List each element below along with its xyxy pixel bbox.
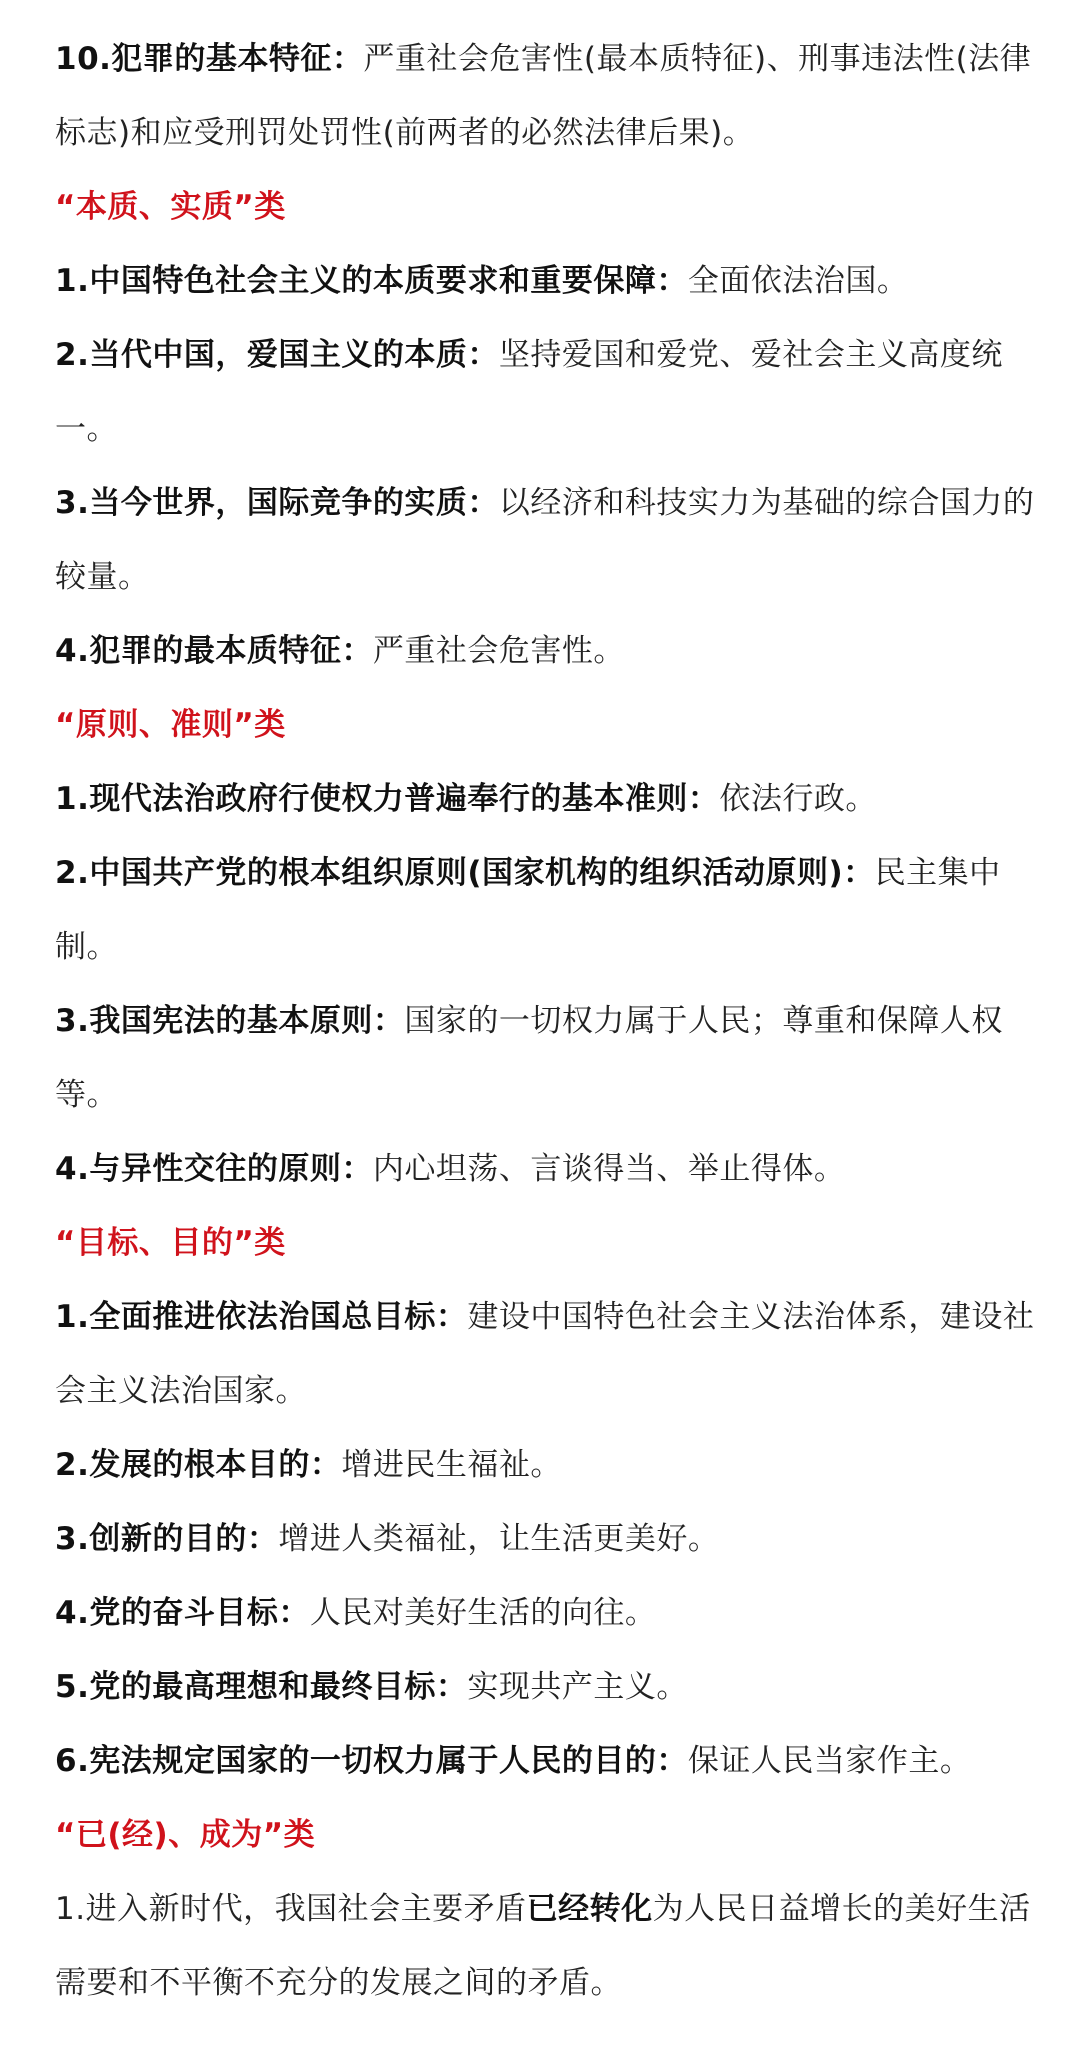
item-lead: 3.我国宪法的基本原则： [55, 1003, 405, 1039]
list-item [55, 1650, 1044, 1724]
intro-lead: 10.犯罪的基本特征： [55, 41, 364, 77]
item-body: 以经济和科技实力为基础的综合国力的较量。 [55, 485, 1035, 595]
item-body: 实现共产主义。 [467, 1669, 688, 1705]
item-lead: 5.党的最高理想和最终目标： [55, 1669, 468, 1705]
list-item [55, 1872, 1044, 2020]
item-lead: 2.发展的根本目的： [55, 1447, 342, 1483]
item-body: 保证人民当家作主。 [687, 1743, 972, 1779]
section-title-goals: “目标、目的”类 [55, 1225, 286, 1261]
list-item [55, 614, 1044, 688]
item-body: 增进人类福祉，让生活更美好。 [278, 1521, 720, 1557]
item-body: 增进民生福祉。 [341, 1447, 562, 1483]
item-body: 民主集中制。 [55, 855, 1001, 965]
item-lead: 2.当代中国，爱国主义的本质： [55, 337, 499, 373]
item-lead: 4.党的奋斗目标： [55, 1595, 310, 1631]
list-item [55, 318, 1044, 466]
item-body: 依法行政。 [719, 781, 877, 817]
item-body: 严重社会危害性。 [372, 633, 625, 669]
item-lead: 6.宪法规定国家的一切权力属于人民的目的： [55, 1743, 688, 1779]
item-body-pre: 1.进入新时代，我国社会主要矛盾 [55, 1891, 527, 1927]
list-item [55, 1280, 1044, 1428]
list-item [55, 1428, 1044, 1502]
section-title-already: “已(经)、成为”类 [55, 1817, 316, 1853]
item-lead: 3.当今世界，国际竞争的实质： [55, 485, 499, 521]
item-body-post: 为人民日益增长的美好生活需要和不平衡不充分的发展之间的矛盾。 [55, 1891, 1031, 2001]
item-emphasis: 已经转化 [526, 1891, 653, 1927]
item-lead: 1.现代法治政府行使权力普遍奉行的基本准则： [55, 781, 720, 817]
list-item [55, 1132, 1044, 1206]
list-item [55, 1576, 1044, 1650]
item-body: 人民对美好生活的向往。 [309, 1595, 657, 1631]
item-lead: 1.全面推进依法治国总目标： [55, 1299, 468, 1335]
item-body: 坚持爱国和爱党、爱社会主义高度统一。 [55, 337, 1003, 447]
list-item [55, 836, 1044, 984]
intro-paragraph [55, 22, 1044, 170]
list-item [55, 244, 1044, 318]
list-item [55, 1724, 1044, 1798]
list-item [55, 1502, 1044, 1576]
list-item [55, 984, 1044, 1132]
section-title-principles: “原则、准则”类 [55, 707, 286, 743]
item-body: 内心坦荡、言谈得当、举止得体。 [372, 1151, 846, 1187]
list-item [55, 466, 1044, 614]
intro-body: 严重社会危害性(最本质特征)、刑事违法性(法律标志)和应受刑罚处罚性(前两者的必然法律后果)。 [55, 41, 1032, 151]
item-body: 全面依法治国。 [687, 263, 909, 299]
item-lead: 4.与异性交往的原则： [55, 1151, 373, 1187]
list-item [55, 762, 1044, 836]
section-title-essence: “本质、实质”类 [55, 189, 286, 225]
item-lead: 3.创新的目的： [55, 1521, 279, 1557]
item-body: 国家的一切权力属于人民；尊重和保障人权等。 [55, 1003, 1003, 1113]
item-lead: 1.中国特色社会主义的本质要求和重要保障： [55, 263, 688, 299]
item-body: 建设中国特色社会主义法治体系，建设社会主义法治国家。 [55, 1299, 1035, 1409]
item-lead: 4.犯罪的最本质特征： [55, 633, 373, 669]
item-lead: 2.中国共产党的根本组织原则(国家机构的组织活动原则)： [55, 855, 875, 891]
